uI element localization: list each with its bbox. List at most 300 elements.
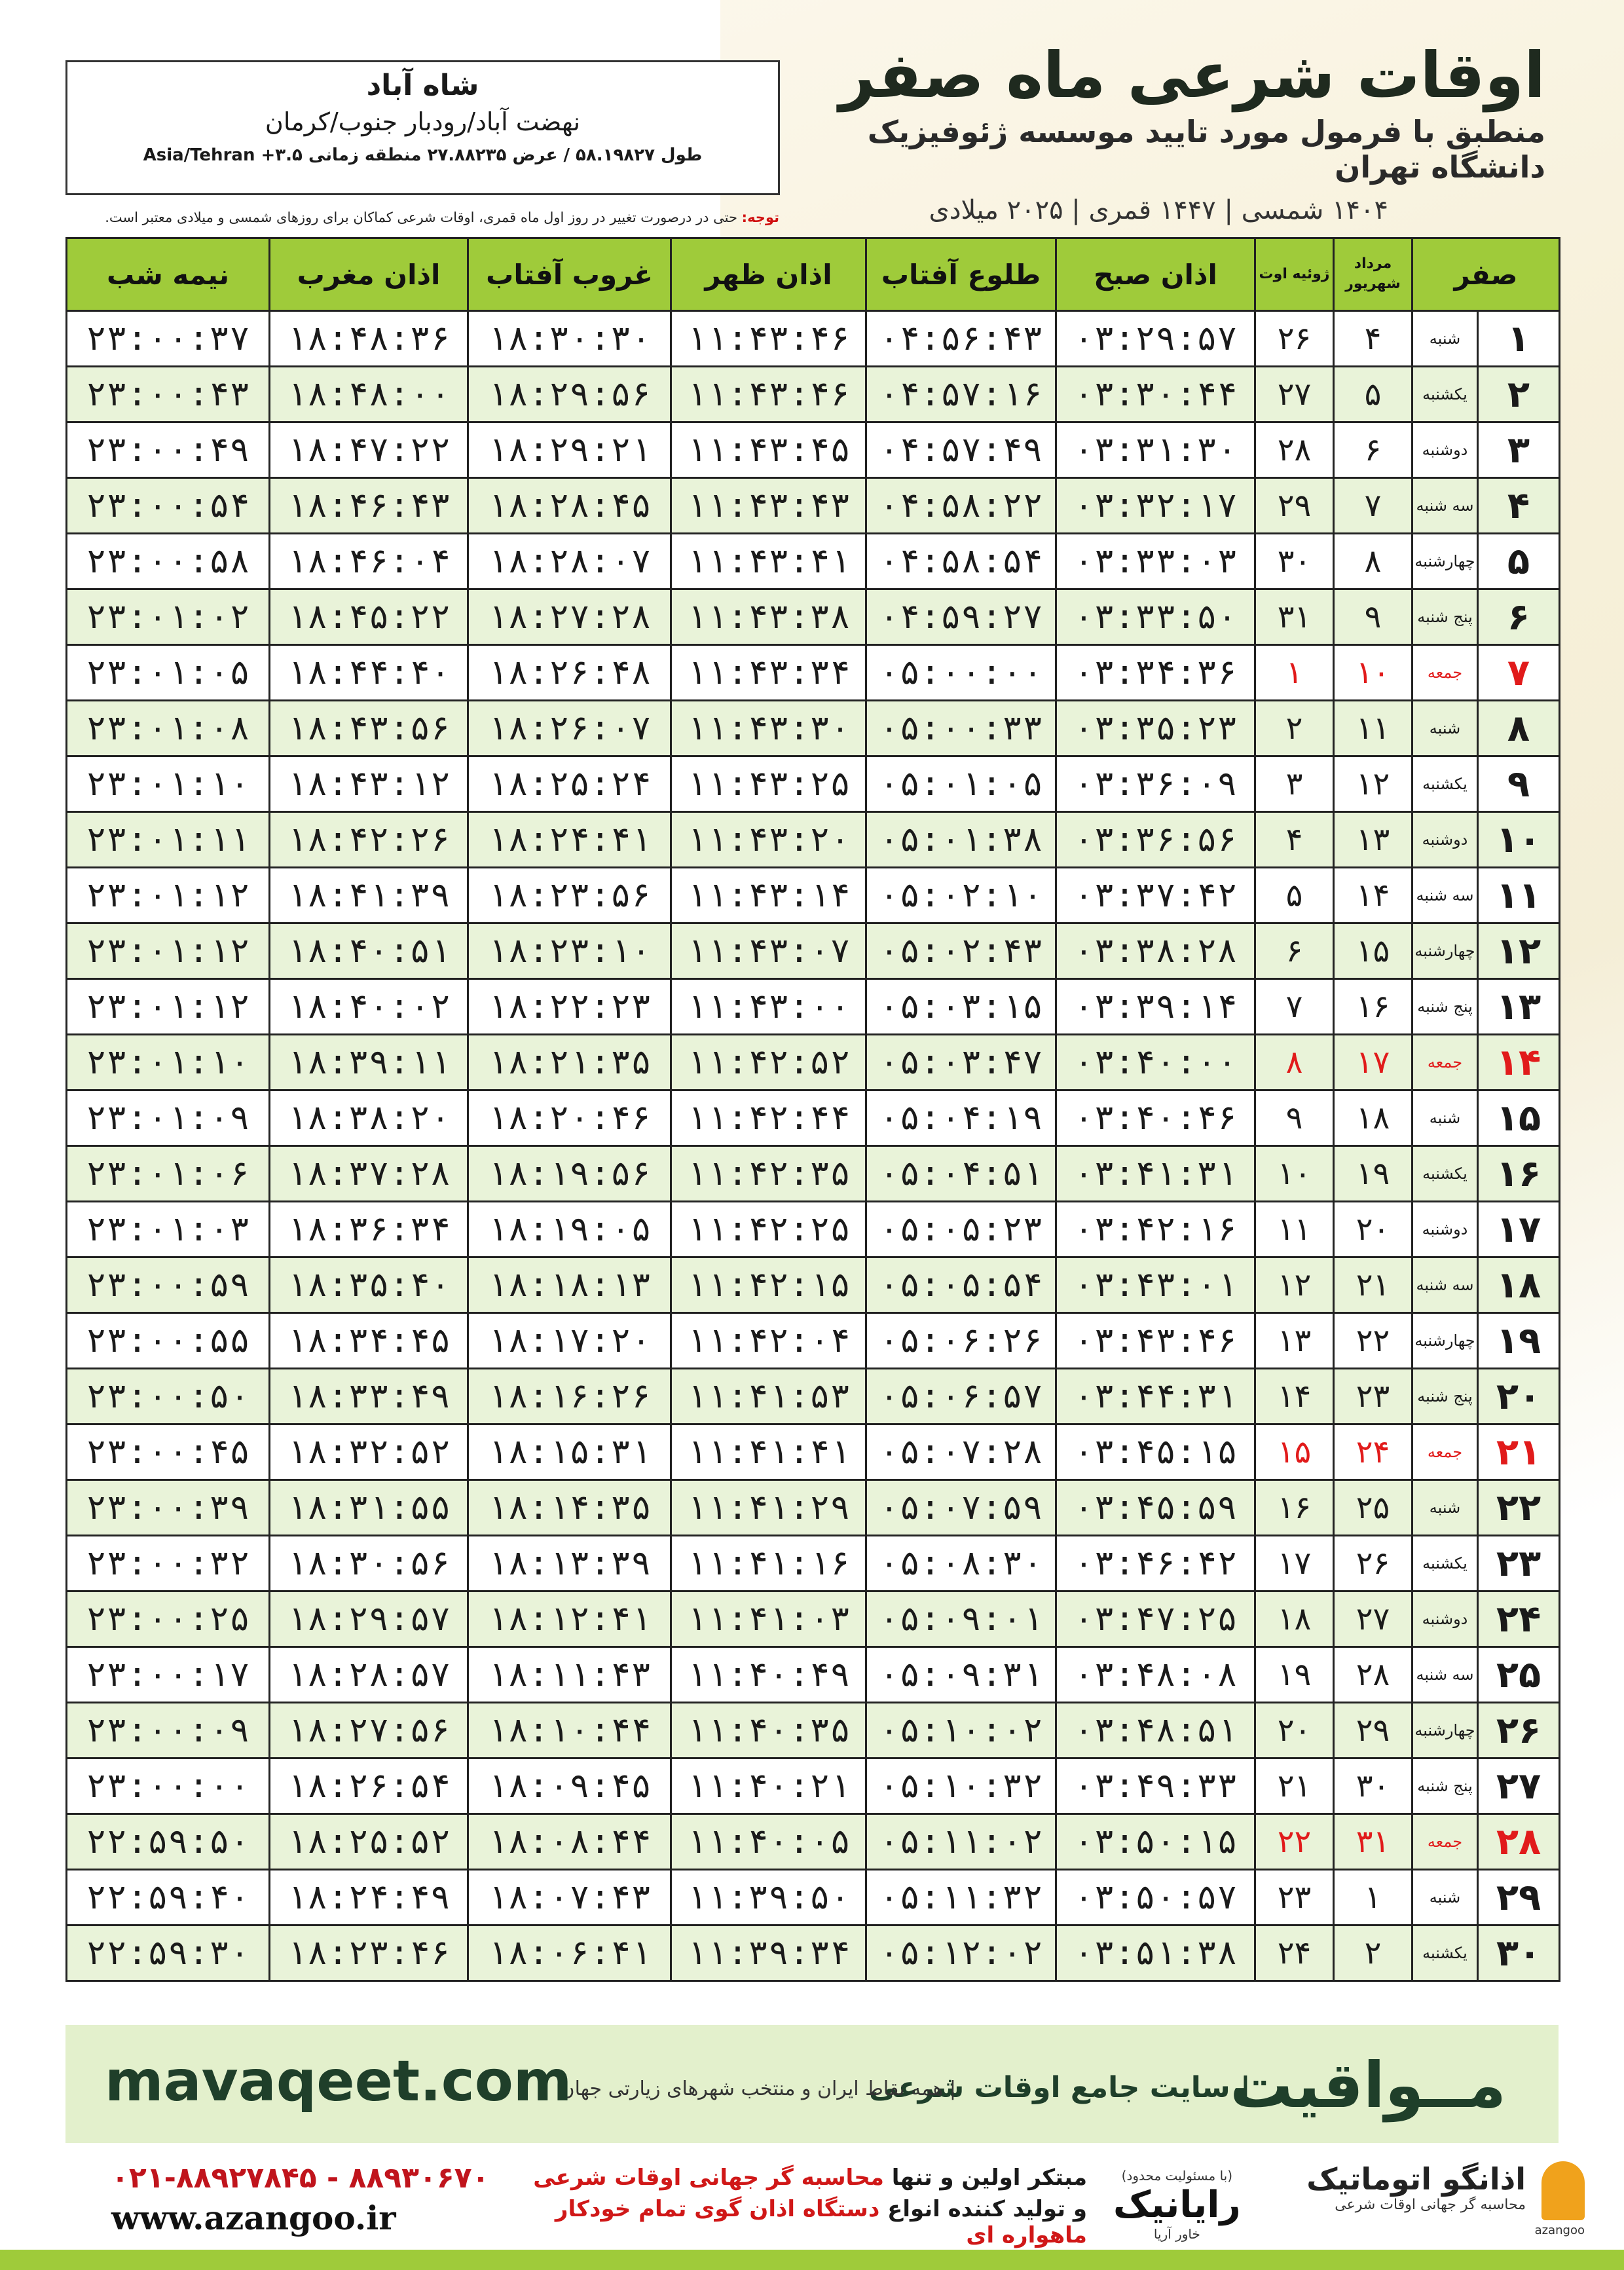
cell-fajr: ۰۳:۳۵:۲۳	[1056, 701, 1255, 756]
cell-day: ۶	[1478, 589, 1560, 645]
cell-shamsi: ۲۱	[1334, 1257, 1412, 1313]
table-row	[67, 1202, 1560, 1257]
cell-fajr: ۰۳:۴۸:۵۱	[1056, 1703, 1255, 1758]
cell-miladi: ۷	[1255, 979, 1334, 1035]
cell-sunset: ۱۸:۲۰:۴۶	[468, 1090, 671, 1146]
header-dhuhr: اذان ظهر	[671, 238, 866, 311]
cell-fajr: ۰۳:۳۲:۱۷	[1056, 478, 1255, 534]
cell-midnight: ۲۳:۰۱:۰۲	[67, 589, 270, 645]
cell-weekday: چهارشنبه	[1412, 923, 1478, 979]
cell-sunset: ۱۸:۱۲:۴۱	[468, 1591, 671, 1647]
cell-sunrise: ۰۵:۰۵:۵۴	[866, 1257, 1056, 1313]
cell-maghrib: ۱۸:۲۵:۵۲	[270, 1814, 468, 1870]
cell-midnight: ۲۳:۰۰:۵۸	[67, 534, 270, 589]
cell-sunset: ۱۸:۲۱:۳۵	[468, 1035, 671, 1090]
title-block	[747, 39, 1545, 225]
cell-midnight: ۲۳:۰۱:۱۲	[67, 979, 270, 1035]
cell-fajr: ۰۳:۲۹:۵۷	[1056, 311, 1255, 367]
azangoo-mark-text: azangoo	[1534, 2223, 1585, 2237]
ad-line2-text: و تولید کننده انواع	[879, 2196, 1087, 2222]
brand-tagline: | سایت جامع اوقات شرعی	[869, 2071, 1251, 2104]
footer-banner	[65, 2025, 1559, 2143]
cell-miladi: ۱۲	[1255, 1257, 1334, 1313]
cell-sunset: ۱۸:۲۵:۲۴	[468, 756, 671, 812]
cell-miladi: ۳	[1255, 756, 1334, 812]
cell-sunset: ۱۸:۱۳:۳۹	[468, 1536, 671, 1591]
cell-shamsi: ۲۰	[1334, 1202, 1412, 1257]
cell-sunrise: ۰۵:۰۶:۵۷	[866, 1369, 1056, 1424]
table-row	[67, 478, 1560, 534]
cell-shamsi: ۲۷	[1334, 1591, 1412, 1647]
cell-sunset: ۱۸:۱۸:۱۳	[468, 1257, 671, 1313]
cell-dhuhr: ۱۱:۴۳:۴۶	[671, 311, 866, 367]
cell-dhuhr: ۱۱:۴۳:۳۴	[671, 645, 866, 701]
cell-maghrib: ۱۸:۴۴:۴۰	[270, 645, 468, 701]
cell-dhuhr: ۱۱:۴۳:۴۶	[671, 367, 866, 422]
cell-maghrib: ۱۸:۳۲:۵۲	[270, 1424, 468, 1480]
cell-sunset: ۱۸:۲۹:۵۶	[468, 367, 671, 422]
cell-midnight: ۲۳:۰۱:۱۲	[67, 923, 270, 979]
cell-weekday: جمعه	[1412, 1424, 1478, 1480]
cell-sunrise: ۰۵:۱۲:۰۲	[866, 1926, 1056, 1981]
cell-dhuhr: ۱۱:۴۳:۰۷	[671, 923, 866, 979]
cell-shamsi: ۱	[1334, 1870, 1412, 1926]
cell-day: ۸	[1478, 701, 1560, 756]
coordinates: طول ۵۸.۱۹۸۲۷ / عرض ۲۷.۸۸۲۳۵ منطقه زمانی ۳.۵+ Asia/Tehran	[143, 145, 703, 165]
cell-weekday: یکشنبه	[1412, 1536, 1478, 1591]
cell-sunset: ۱۸:۲۷:۲۸	[468, 589, 671, 645]
cell-maghrib: ۱۸:۴۱:۳۹	[270, 868, 468, 923]
cell-miladi: ۲	[1255, 701, 1334, 756]
cell-miladi: ۱۷	[1255, 1536, 1334, 1591]
cell-maghrib: ۱۸:۲۶:۵۴	[270, 1758, 468, 1814]
cell-sunset: ۱۸:۰۸:۴۴	[468, 1814, 671, 1870]
cell-day: ۱	[1478, 311, 1560, 367]
cell-day: ۵	[1478, 534, 1560, 589]
azangoo-url[interactable]: www.azangoo.ir	[111, 2199, 396, 2237]
cell-weekday: چهارشنبه	[1412, 534, 1478, 589]
cell-shamsi: ۱۱	[1334, 701, 1412, 756]
cell-dhuhr: ۱۱:۴۳:۲۰	[671, 812, 866, 868]
cell-day: ۲۸	[1478, 1814, 1560, 1870]
cell-shamsi: ۷	[1334, 478, 1412, 534]
cell-dhuhr: ۱۱:۳۹:۵۰	[671, 1870, 866, 1926]
site-url[interactable]: mavaqeet.com	[105, 2049, 572, 2114]
cell-fajr: ۰۳:۴۱:۳۱	[1056, 1146, 1255, 1202]
cell-dhuhr: ۱۱:۴۰:۲۱	[671, 1758, 866, 1814]
cell-weekday: یکشنبه	[1412, 1926, 1478, 1981]
cell-day: ۱۳	[1478, 979, 1560, 1035]
cell-miladi: ۱۳	[1255, 1313, 1334, 1369]
cell-weekday: پنج شنبه	[1412, 1369, 1478, 1424]
cell-shamsi: ۲۹	[1334, 1703, 1412, 1758]
notice	[65, 210, 779, 225]
cell-fajr: ۰۳:۵۰:۵۷	[1056, 1870, 1255, 1926]
cell-midnight: ۲۳:۰۰:۳۷	[67, 311, 270, 367]
cell-maghrib: ۱۸:۳۶:۳۴	[270, 1202, 468, 1257]
cell-sunrise: ۰۴:۵۷:۱۶	[866, 367, 1056, 422]
notice-text: حتی در درصورت تغییر در روز اول ماه قمری، اوقات شرعی کماکان برای روزهای شمسی و میلادی معتبر است.	[105, 210, 742, 225]
cell-day: ۱۲	[1478, 923, 1560, 979]
cell-midnight: ۲۳:۰۰:۳۹	[67, 1480, 270, 1536]
cell-midnight: ۲۳:۰۱:۰۳	[67, 1202, 270, 1257]
cell-day: ۲۱	[1478, 1424, 1560, 1480]
table-row	[67, 1369, 1560, 1424]
cell-fajr: ۰۳:۳۶:۵۶	[1056, 812, 1255, 868]
cell-shamsi: ۲۲	[1334, 1313, 1412, 1369]
cell-miladi: ۱۵	[1255, 1424, 1334, 1480]
table-row	[67, 979, 1560, 1035]
brand-logo-text: مــواقیت	[1230, 2049, 1506, 2122]
cell-sunset: ۱۸:۲۳:۱۰	[468, 923, 671, 979]
table-row	[67, 812, 1560, 868]
cell-sunset: ۱۸:۲۳:۵۶	[468, 868, 671, 923]
cell-maghrib: ۱۸:۲۸:۵۷	[270, 1647, 468, 1703]
cell-shamsi: ۱۷	[1334, 1035, 1412, 1090]
cell-sunset: ۱۸:۳۰:۳۰	[468, 311, 671, 367]
cell-sunrise: ۰۴:۵۹:۲۷	[866, 589, 1056, 645]
ad-line1-highlight: محاسبه گر جهانی اوقات شرعی	[533, 2165, 884, 2191]
cell-dhuhr: ۱۱:۴۱:۲۹	[671, 1480, 866, 1536]
cell-dhuhr: ۱۱:۴۲:۲۵	[671, 1202, 866, 1257]
cell-midnight: ۲۳:۰۰:۵۹	[67, 1257, 270, 1313]
cell-miladi: ۲۶	[1255, 311, 1334, 367]
cell-sunset: ۱۸:۲۶:۰۷	[468, 701, 671, 756]
cell-sunrise: ۰۵:۰۱:۰۵	[866, 756, 1056, 812]
cell-weekday: سه شنبه	[1412, 868, 1478, 923]
cell-day: ۱۶	[1478, 1146, 1560, 1202]
table-row	[67, 534, 1560, 589]
cell-sunrise: ۰۵:۰۶:۲۶	[866, 1313, 1056, 1369]
cell-miladi: ۲۱	[1255, 1758, 1334, 1814]
city-name: شاه آباد	[366, 69, 479, 102]
cell-miladi: ۲۳	[1255, 1870, 1334, 1926]
cell-sunset: ۱۸:۱۰:۴۴	[468, 1703, 671, 1758]
cell-weekday: چهارشنبه	[1412, 1313, 1478, 1369]
table-row	[67, 1146, 1560, 1202]
cell-shamsi: ۲۵	[1334, 1480, 1412, 1536]
table-row	[67, 756, 1560, 812]
cell-miladi: ۴	[1255, 812, 1334, 868]
cell-fajr: ۰۳:۴۰:۴۶	[1056, 1090, 1255, 1146]
cell-dhuhr: ۱۱:۴۰:۳۵	[671, 1703, 866, 1758]
cell-sunset: ۱۸:۲۴:۴۱	[468, 812, 671, 868]
cell-weekday: جمعه	[1412, 1814, 1478, 1870]
cell-weekday: شنبه	[1412, 311, 1478, 367]
table-row	[67, 1758, 1560, 1814]
cell-maghrib: ۱۸:۴۶:۴۳	[270, 478, 468, 534]
cell-day: ۱۰	[1478, 812, 1560, 868]
cell-miladi: ۲۹	[1255, 478, 1334, 534]
cell-weekday: جمعه	[1412, 1035, 1478, 1090]
cell-fajr: ۰۳:۴۰:۰۰	[1056, 1035, 1255, 1090]
cell-miladi: ۲۴	[1255, 1926, 1334, 1981]
cell-midnight: ۲۳:۰۰:۳۲	[67, 1536, 270, 1591]
cell-maghrib: ۱۸:۴۸:۰۰	[270, 367, 468, 422]
cell-midnight: ۲۳:۰۱:۰۶	[67, 1146, 270, 1202]
rayanik-logo	[1113, 2168, 1241, 2242]
cell-maghrib: ۱۸:۴۳:۱۲	[270, 756, 468, 812]
cell-miladi: ۱۶	[1255, 1480, 1334, 1536]
cell-weekday: پنج شنبه	[1412, 589, 1478, 645]
cell-midnight: ۲۳:۰۰:۴۳	[67, 367, 270, 422]
cell-midnight: ۲۲:۵۹:۴۰	[67, 1870, 270, 1926]
cell-maghrib: ۱۸:۳۳:۴۹	[270, 1369, 468, 1424]
cell-midnight: ۲۳:۰۰:۴۹	[67, 422, 270, 478]
cell-sunrise: ۰۵:۰۳:۱۵	[866, 979, 1056, 1035]
cell-shamsi: ۱۳	[1334, 812, 1412, 868]
cell-miladi: ۲۸	[1255, 422, 1334, 478]
cell-midnight: ۲۳:۰۱:۰۸	[67, 701, 270, 756]
cell-shamsi: ۲۸	[1334, 1647, 1412, 1703]
cell-midnight: ۲۳:۰۱:۱۲	[67, 868, 270, 923]
cell-shamsi: ۵	[1334, 367, 1412, 422]
cell-sunset: ۱۸:۱۹:۰۵	[468, 1202, 671, 1257]
cell-maghrib: ۱۸:۲۳:۴۶	[270, 1926, 468, 1981]
cell-maghrib: ۱۸:۳۰:۵۶	[270, 1536, 468, 1591]
cell-miladi: ۱۸	[1255, 1591, 1334, 1647]
azangoo-logo	[1306, 2161, 1526, 2213]
cell-maghrib: ۱۸:۴۰:۰۲	[270, 979, 468, 1035]
cell-sunset: ۱۸:۱۴:۳۵	[468, 1480, 671, 1536]
cell-maghrib: ۱۸:۲۴:۴۹	[270, 1870, 468, 1926]
table-row	[67, 1035, 1560, 1090]
cell-dhuhr: ۱۱:۴۲:۴۴	[671, 1090, 866, 1146]
cell-weekday: شنبه	[1412, 1870, 1478, 1926]
cell-dhuhr: ۱۱:۴۳:۳۰	[671, 701, 866, 756]
cell-sunrise: ۰۵:۰۸:۳۰	[866, 1536, 1056, 1591]
cell-miladi: ۱۴	[1255, 1369, 1334, 1424]
cell-shamsi: ۱۵	[1334, 923, 1412, 979]
table-row	[67, 311, 1560, 367]
contact-block	[111, 2161, 489, 2237]
cell-sunset: ۱۸:۲۲:۲۳	[468, 979, 671, 1035]
table-row	[67, 1536, 1560, 1591]
table-row	[67, 645, 1560, 701]
cell-shamsi: ۹	[1334, 589, 1412, 645]
table-row	[67, 1090, 1560, 1146]
cell-weekday: دوشنبه	[1412, 422, 1478, 478]
cell-miladi: ۱۹	[1255, 1647, 1334, 1703]
cell-day: ۱۹	[1478, 1313, 1560, 1369]
notice-label: توجه:	[741, 210, 779, 225]
cell-sunrise: ۰۵:۰۳:۴۷	[866, 1035, 1056, 1090]
cell-fajr: ۰۳:۵۱:۳۸	[1056, 1926, 1255, 1981]
cell-maghrib: ۱۸:۴۵:۲۲	[270, 589, 468, 645]
cell-weekday: شنبه	[1412, 701, 1478, 756]
cell-shamsi: ۶	[1334, 422, 1412, 478]
cell-shamsi: ۱۹	[1334, 1146, 1412, 1202]
cell-maghrib: ۱۸:۳۴:۴۵	[270, 1313, 468, 1369]
cell-dhuhr: ۱۱:۳۹:۳۴	[671, 1926, 866, 1981]
cell-midnight: ۲۳:۰۰:۱۷	[67, 1647, 270, 1703]
table-row	[67, 923, 1560, 979]
cell-day: ۹	[1478, 756, 1560, 812]
header-miladi: ژوئیه اوت	[1255, 238, 1334, 311]
cell-weekday: دوشنبه	[1412, 812, 1478, 868]
cell-weekday: سه شنبه	[1412, 1257, 1478, 1313]
cell-sunrise: ۰۵:۰۵:۲۳	[866, 1202, 1056, 1257]
cell-fajr: ۰۳:۴۴:۳۱	[1056, 1369, 1255, 1424]
cell-sunset: ۱۸:۰۹:۴۵	[468, 1758, 671, 1814]
cell-sunrise: ۰۵:۰۱:۳۸	[866, 812, 1056, 868]
cell-sunrise: ۰۴:۵۶:۴۳	[866, 311, 1056, 367]
cell-midnight: ۲۳:۰۱:۰۹	[67, 1090, 270, 1146]
cell-maghrib: ۱۸:۴۰:۵۱	[270, 923, 468, 979]
bottom-strip	[0, 2250, 1624, 2270]
cell-weekday: پنج شنبه	[1412, 979, 1478, 1035]
table-row	[67, 1926, 1560, 1981]
cell-sunrise: ۰۵:۰۴:۵۱	[866, 1146, 1056, 1202]
cell-maghrib: ۱۸:۴۶:۰۴	[270, 534, 468, 589]
cell-sunrise: ۰۵:۰۹:۰۱	[866, 1591, 1056, 1647]
cell-dhuhr: ۱۱:۴۰:۴۹	[671, 1647, 866, 1703]
cell-midnight: ۲۲:۵۹:۵۰	[67, 1814, 270, 1870]
cell-weekday: سه شنبه	[1412, 1647, 1478, 1703]
table-row	[67, 1313, 1560, 1369]
cell-sunrise: ۰۵:۱۰:۳۲	[866, 1758, 1056, 1814]
cell-sunset: ۱۸:۱۷:۲۰	[468, 1313, 671, 1369]
cell-dhuhr: ۱۱:۴۰:۰۵	[671, 1814, 866, 1870]
cell-weekday: جمعه	[1412, 645, 1478, 701]
ad-line2-highlight: دستگاه اذان گوی تمام خودکار ماهواره ای	[555, 2196, 1087, 2248]
cell-sunrise: ۰۵:۰۷:۵۹	[866, 1480, 1056, 1536]
cell-fajr: ۰۳:۴۷:۲۵	[1056, 1591, 1255, 1647]
cell-midnight: ۲۳:۰۰:۰۹	[67, 1703, 270, 1758]
azangoo-name: اذانگو اتوماتیک	[1306, 2161, 1526, 2197]
header-midnight: نیمه شب	[67, 238, 270, 311]
cell-dhuhr: ۱۱:۴۱:۱۶	[671, 1536, 866, 1591]
cell-sunrise: ۰۵:۰۰:۰۰	[866, 645, 1056, 701]
cell-maghrib: ۱۸:۳۵:۴۰	[270, 1257, 468, 1313]
cell-weekday: دوشنبه	[1412, 1591, 1478, 1647]
cell-dhuhr: ۱۱:۴۳:۴۱	[671, 534, 866, 589]
cell-midnight: ۲۳:۰۰:۵۵	[67, 1313, 270, 1369]
cell-dhuhr: ۱۱:۴۱:۴۱	[671, 1424, 866, 1480]
cell-sunset: ۱۸:۲۸:۴۵	[468, 478, 671, 534]
cell-shamsi: ۱۴	[1334, 868, 1412, 923]
cell-midnight: ۲۳:۰۰:۵۴	[67, 478, 270, 534]
cell-sunrise: ۰۵:۰۴:۱۹	[866, 1090, 1056, 1146]
page-title: اوقات شرعی ماه صفر	[839, 39, 1545, 112]
cell-fajr: ۰۳:۴۶:۴۲	[1056, 1536, 1255, 1591]
cell-day: ۱۵	[1478, 1090, 1560, 1146]
cell-fajr: ۰۳:۳۱:۳۰	[1056, 422, 1255, 478]
cell-day: ۲	[1478, 367, 1560, 422]
cell-day: ۳۰	[1478, 1926, 1560, 1981]
cell-day: ۱۴	[1478, 1035, 1560, 1090]
cell-dhuhr: ۱۱:۴۳:۰۰	[671, 979, 866, 1035]
cell-fajr: ۰۳:۴۳:۰۱	[1056, 1257, 1255, 1313]
cell-weekday: شنبه	[1412, 1480, 1478, 1536]
cell-miladi: ۹	[1255, 1090, 1334, 1146]
cell-day: ۲۶	[1478, 1703, 1560, 1758]
table-row	[67, 422, 1560, 478]
cell-fajr: ۰۳:۳۹:۱۴	[1056, 979, 1255, 1035]
cell-weekday: شنبه	[1412, 1090, 1478, 1146]
cell-midnight: ۲۳:۰۰:۲۵	[67, 1591, 270, 1647]
cell-miladi: ۶	[1255, 923, 1334, 979]
cell-midnight: ۲۲:۵۹:۳۰	[67, 1926, 270, 1981]
table-row	[67, 1703, 1560, 1758]
cell-shamsi: ۱۰	[1334, 645, 1412, 701]
cell-sunrise: ۰۴:۵۸:۲۲	[866, 478, 1056, 534]
cell-dhuhr: ۱۱:۴۳:۲۵	[671, 756, 866, 812]
cell-weekday: چهارشنبه	[1412, 1703, 1478, 1758]
table-row	[67, 589, 1560, 645]
cell-fajr: ۰۳:۳۴:۳۶	[1056, 645, 1255, 701]
cell-shamsi: ۲۶	[1334, 1536, 1412, 1591]
table-row	[67, 1814, 1560, 1870]
cell-midnight: ۲۳:۰۰:۴۵	[67, 1424, 270, 1480]
cell-shamsi: ۱۲	[1334, 756, 1412, 812]
cell-miladi: ۱	[1255, 645, 1334, 701]
table-row	[67, 1591, 1560, 1647]
cell-sunset: ۱۸:۱۱:۴۳	[468, 1647, 671, 1703]
header-sunrise: طلوع آفتاب	[866, 238, 1056, 311]
cell-sunset: ۱۸:۱۵:۳۱	[468, 1424, 671, 1480]
cell-dhuhr: ۱۱:۴۳:۱۴	[671, 868, 866, 923]
table-header-row	[67, 238, 1560, 311]
cell-shamsi: ۳۱	[1334, 1814, 1412, 1870]
cell-maghrib: ۱۸:۲۷:۵۶	[270, 1703, 468, 1758]
cell-miladi: ۲۷	[1255, 367, 1334, 422]
cell-fajr: ۰۳:۳۷:۴۲	[1056, 868, 1255, 923]
cell-sunrise: ۰۴:۵۸:۵۴	[866, 534, 1056, 589]
cell-maghrib: ۱۸:۳۱:۵۵	[270, 1480, 468, 1536]
cell-maghrib: ۱۸:۴۳:۵۶	[270, 701, 468, 756]
table-row	[67, 367, 1560, 422]
cell-dhuhr: ۱۱:۴۲:۱۵	[671, 1257, 866, 1313]
cell-fajr: ۰۳:۳۰:۴۴	[1056, 367, 1255, 422]
year-line: ۱۴۰۴ شمسی | ۱۴۴۷ قمری | ۲۰۲۵ میلادی	[929, 195, 1388, 226]
cell-shamsi: ۲	[1334, 1926, 1412, 1981]
cell-fajr: ۰۳:۴۵:۵۹	[1056, 1480, 1255, 1536]
cell-day: ۲۲	[1478, 1480, 1560, 1536]
cell-day: ۱۱	[1478, 868, 1560, 923]
cell-weekday: یکشنبه	[1412, 756, 1478, 812]
header-fajr: اذان صبح	[1056, 238, 1255, 311]
cell-shamsi: ۴	[1334, 311, 1412, 367]
cell-sunset: ۱۸:۱۶:۲۶	[468, 1369, 671, 1424]
cell-midnight: ۲۳:۰۱:۱۱	[67, 812, 270, 868]
cell-sunset: ۱۸:۰۶:۴۱	[468, 1926, 671, 1981]
table-row	[67, 1870, 1560, 1926]
cell-maghrib: ۱۸:۳۷:۲۸	[270, 1146, 468, 1202]
azangoo-sub: محاسبه گر جهانی اوقات شرعی	[1335, 2197, 1526, 2213]
cell-shamsi: ۸	[1334, 534, 1412, 589]
cell-maghrib: ۱۸:۴۷:۲۲	[270, 422, 468, 478]
cell-weekday: دوشنبه	[1412, 1202, 1478, 1257]
cell-fajr: ۰۳:۴۸:۰۸	[1056, 1647, 1255, 1703]
header-month: صفر	[1412, 238, 1560, 311]
cell-day: ۲۳	[1478, 1536, 1560, 1591]
ad-text	[498, 2165, 1087, 2248]
cell-fajr: ۰۳:۵۰:۱۵	[1056, 1814, 1255, 1870]
cell-day: ۲۴	[1478, 1591, 1560, 1647]
cell-day: ۲۷	[1478, 1758, 1560, 1814]
cell-dhuhr: ۱۱:۴۲:۵۲	[671, 1035, 866, 1090]
cell-miladi: ۱۰	[1255, 1146, 1334, 1202]
cell-day: ۲۵	[1478, 1647, 1560, 1703]
table-row	[67, 868, 1560, 923]
location-box	[65, 60, 780, 195]
cell-day: ۷	[1478, 645, 1560, 701]
cell-miladi: ۳۰	[1255, 534, 1334, 589]
cell-midnight: ۲۳:۰۱:۰۵	[67, 645, 270, 701]
cell-sunrise: ۰۴:۵۷:۴۹	[866, 422, 1056, 478]
cell-sunrise: ۰۵:۰۹:۳۱	[866, 1647, 1056, 1703]
